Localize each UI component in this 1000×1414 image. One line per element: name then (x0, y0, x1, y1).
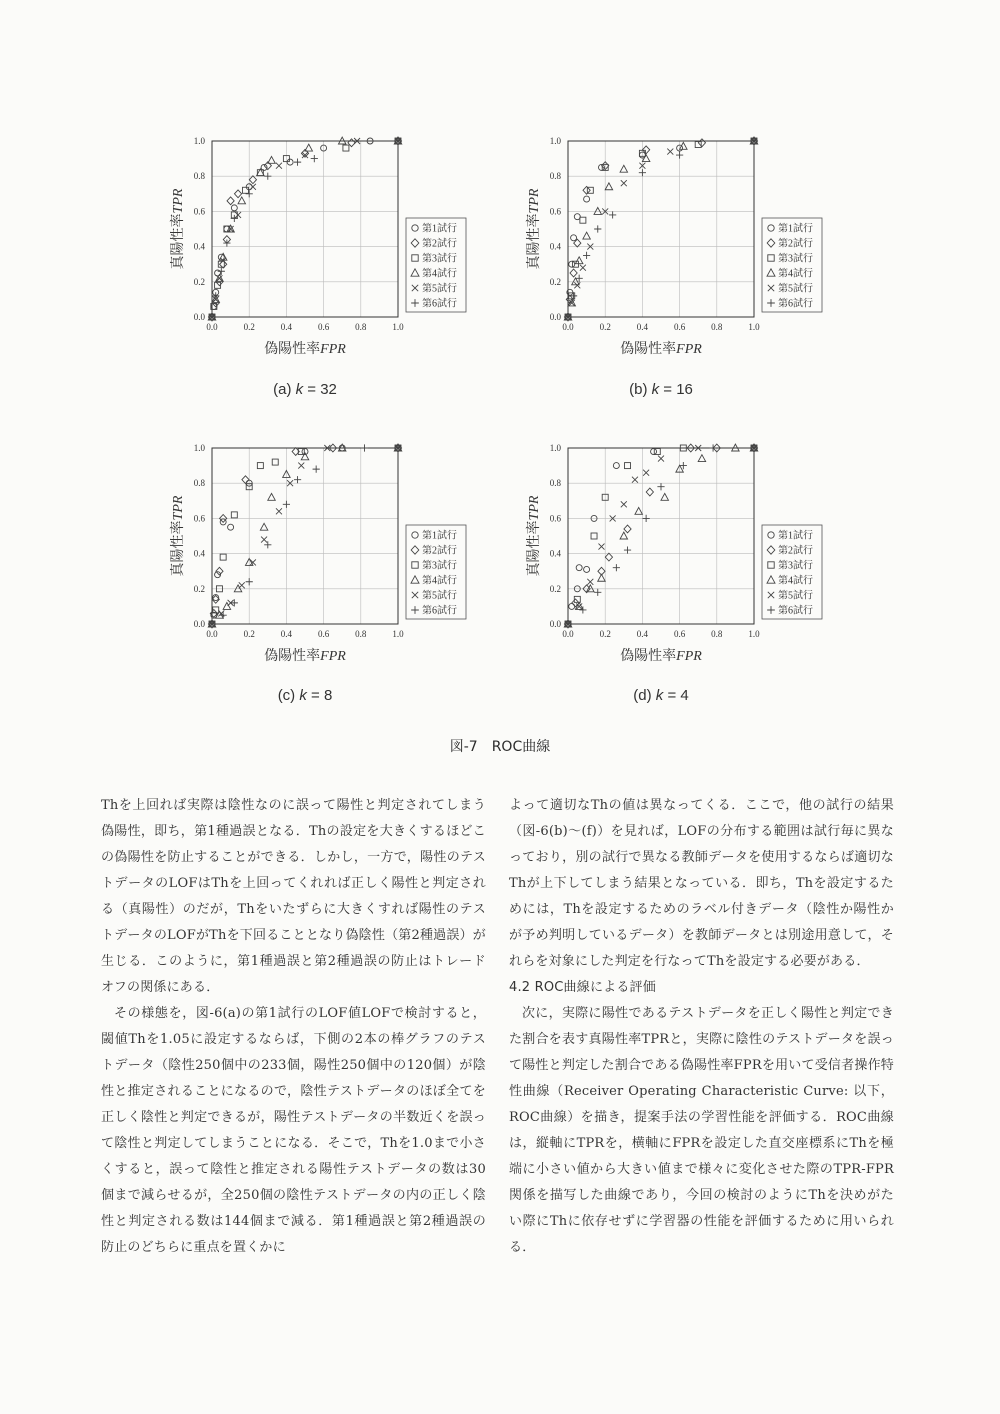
x-tick-label: 0.6 (673, 629, 686, 639)
x-tick-label: 0.8 (355, 322, 367, 332)
y-axis-label: 真陽性率TPR (171, 188, 186, 270)
legend-label: 第5試行 (422, 283, 457, 295)
y-tick-label: 0.2 (193, 276, 205, 287)
data-point (361, 444, 368, 451)
legend-label: 第6試行 (778, 298, 813, 310)
data-point (698, 455, 706, 462)
y-tick-label: 0.4 (193, 241, 205, 252)
data-point (574, 282, 580, 288)
data-point (658, 456, 664, 462)
data-point (580, 265, 586, 271)
data-point (220, 258, 226, 264)
x-tick-label: 0.8 (711, 322, 723, 332)
data-point (257, 463, 263, 469)
data-point (231, 599, 238, 606)
legend-label: 第6試行 (422, 605, 457, 617)
data-point (287, 159, 293, 165)
data-point (249, 176, 256, 184)
legend-label: 第3試行 (778, 253, 813, 265)
data-point (584, 566, 590, 572)
data-point (632, 477, 638, 483)
data-point (594, 589, 601, 596)
data-point (643, 515, 650, 522)
roc-chart-c (160, 432, 480, 677)
legend-label: 第1試行 (422, 530, 457, 542)
paragraph: 次に，実際に陽性であるテストデータを正しく陽性と判定できた割合を表す真陽性率TPRと，実際に陰性のテストデータを誤って陽性と判定した割合である偽陽性率FPRを用いて受信者操作特性曲線（Receiver Operating Characteristic Curve: 以下，ROC曲線）を描き，提案手法の学習性能を評価する．ROC曲線は，縦軸にTPRを，横軸にFPRを設定した直交座標系にThを極端に小さい値から大きい値まで様々に変化させた際のTPR-FPR関係を描写した曲線であり，今回の検討のようにThを決めがたい際にThに依存せずに学習器の性能を評価するために用いられる． (509, 1006, 894, 1255)
y-tick-label: 0.6 (549, 206, 561, 217)
legend-label: 第6試行 (422, 298, 457, 310)
y-tick-label: 0.6 (193, 206, 205, 217)
data-point (635, 507, 643, 514)
data-point (234, 190, 241, 198)
x-tick-label: 0.6 (673, 322, 686, 332)
y-tick-label: 0.8 (193, 478, 205, 489)
data-point (613, 463, 619, 469)
data-point (311, 155, 318, 162)
paragraph: Thを上回れば実際は陰性なのに誤って陽性と判定されてしまう偽陽性，即ち，第1種過誤となる．Thの設定を大きくするほどこの偽陽性を防止することができる．しかし，一方で，陽性のテストデータのLOFはThを上回ってくれれば正しく陽性と判定される（真陽性）のだが，Thをいたずらに大きくすれば陽性のテストデータのLOFがThを下回ることとなり偽陰性（第2種過誤）が生じる．このように，第1種過誤と第2種過誤の防止はトレードオフの関係にある． (101, 798, 486, 995)
data-point (605, 553, 612, 561)
paragraph: よって適切なThの値は異なってくる．ここで，他の試行の結果（図-6(b)～(f)）を見れば，LOFの分布する範囲は試行毎に異なっており，別の試行で異なる教師データを使用するならば適切なThが上下してしまう結果となっている．即ち，Thを設定するためには，Thを設定するためのラベル付きデータ（陰性か陽性かが予め判明しているデータ）を教師データとは別途用意して，それらを対象にした判定を行なってThを設定する必要がある． (509, 798, 894, 969)
y-tick-label: 0.0 (549, 312, 561, 322)
data-point (242, 476, 249, 484)
legend-label: 第1試行 (422, 223, 457, 235)
roc-chart-b (516, 125, 836, 370)
paragraph: その様態を，図-6(a)の第1試行のLOF値LOFで検討すると，閾値Thを1.05に設定するならば，下側の2本の棒グラフのテストデータ（陰性250個中の233個，陽性250個中の120個）が陰性と推定されることになるので，陰性テストデータのほぼ全てを正しく陰性と判定できるが，陽性テストデータの半数近くを誤って陰性と判定してしまうことになる．そこで，Thを1.0まで小さくすると，誤って陰性と推定される陽性テストデータの数は30個まで減らせるが，全250個の陰性テストデータの内の正しく陰性と判定される数は144個まで減る．第1種過誤と第2種過誤の防止のどちらに重点を置くかに (101, 1006, 486, 1255)
body-column-left (101, 793, 486, 1261)
data-point (294, 159, 301, 166)
x-tick-label: 0.6 (317, 629, 330, 639)
data-point (231, 512, 237, 518)
data-point (583, 252, 590, 259)
y-tick-label: 0.8 (549, 171, 561, 182)
x-tick-label: 0.0 (562, 322, 574, 332)
data-point (620, 165, 628, 172)
data-point (250, 184, 256, 190)
y-tick-label: 0.2 (193, 583, 205, 594)
data-point (621, 501, 627, 507)
y-axis-label: 真陽性率TPR (527, 188, 542, 270)
data-point (268, 493, 276, 500)
legend-label: 第2試行 (422, 238, 457, 250)
data-point (570, 292, 577, 299)
data-point (680, 142, 688, 149)
data-point (228, 524, 234, 530)
data-point (343, 145, 349, 151)
x-tick-label: 0.8 (355, 629, 367, 639)
data-point (639, 169, 646, 176)
data-point (571, 235, 577, 241)
data-point (651, 449, 657, 455)
data-point (239, 582, 245, 588)
data-point (594, 225, 601, 232)
data-point (246, 578, 253, 585)
x-tick-label: 0.0 (206, 322, 218, 332)
y-tick-label: 0.2 (549, 276, 561, 287)
x-tick-label: 0.0 (206, 629, 218, 639)
plot-frame (212, 448, 398, 624)
legend-label: 第4試行 (422, 575, 457, 587)
data-point (661, 493, 669, 500)
data-point (235, 212, 241, 218)
data-point (698, 139, 705, 147)
data-point (301, 453, 309, 460)
data-point (594, 208, 602, 215)
y-tick-label: 1.0 (193, 136, 205, 146)
legend-label: 第5試行 (778, 283, 813, 295)
legend-label: 第1試行 (778, 223, 813, 235)
x-axis-label: 偽陽性率FPR (264, 342, 346, 357)
x-tick-label: 1.0 (392, 322, 404, 332)
y-tick-label: 0.4 (549, 241, 561, 252)
data-point (624, 525, 631, 533)
plot-frame (568, 448, 754, 624)
x-axis-label: 偽陽性率FPR (620, 342, 702, 357)
data-point (598, 544, 604, 550)
data-point (294, 476, 301, 483)
data-point (609, 211, 616, 218)
legend-label: 第2試行 (778, 238, 813, 250)
data-point (624, 546, 631, 553)
panel-caption-c: (c) k = 8 (277, 687, 333, 704)
y-tick-label: 0.4 (193, 548, 205, 559)
legend-label: 第6試行 (778, 605, 813, 617)
legend-label: 第5試行 (422, 590, 457, 602)
data-point (276, 508, 282, 514)
legend-label: 第2試行 (422, 545, 457, 557)
data-point (613, 564, 620, 571)
y-tick-label: 1.0 (193, 443, 205, 453)
data-point (242, 187, 248, 193)
roc-chart-d (516, 432, 836, 677)
y-tick-label: 1.0 (549, 443, 561, 453)
body-column-right (509, 793, 894, 1261)
data-point (298, 463, 304, 469)
data-point (587, 579, 593, 585)
legend-label: 第4試行 (778, 575, 813, 587)
y-tick-label: 0.6 (549, 513, 561, 524)
legend-label: 第5試行 (778, 590, 813, 602)
data-point (227, 197, 234, 205)
data-point (283, 501, 290, 508)
legend-label: 第3試行 (422, 560, 457, 572)
y-tick-label: 0.8 (193, 171, 205, 182)
y-tick-label: 0.8 (549, 478, 561, 489)
legend-label: 第3試行 (778, 560, 813, 572)
legend-label: 第1試行 (778, 530, 813, 542)
y-tick-label: 0.2 (549, 583, 561, 594)
legend-label: 第3試行 (422, 253, 457, 265)
legend-label: 第4試行 (422, 268, 457, 280)
panel-caption-d: (d) k = 4 (633, 687, 689, 704)
x-axis-label: 偽陽性率FPR (620, 649, 702, 664)
data-point (216, 567, 223, 575)
data-point (218, 268, 225, 275)
data-point (313, 466, 320, 473)
x-tick-label: 0.2 (243, 322, 255, 332)
x-axis-label: 偽陽性率FPR (264, 649, 346, 664)
data-point (580, 217, 586, 223)
legend-label: 第4試行 (778, 268, 813, 280)
data-point (264, 173, 271, 180)
data-point (220, 554, 226, 560)
data-point (231, 205, 237, 211)
x-tick-label: 0.4 (280, 629, 293, 639)
x-tick-label: 1.0 (748, 322, 760, 332)
x-tick-label: 0.6 (317, 322, 330, 332)
plot-frame (212, 141, 398, 317)
data-point (260, 523, 268, 530)
panel-caption-a: (a) k = 32 (273, 381, 337, 398)
x-tick-label: 0.4 (636, 322, 649, 332)
data-point (264, 541, 271, 548)
y-tick-label: 0.0 (193, 619, 205, 629)
data-point (272, 459, 278, 465)
data-point (576, 565, 582, 571)
data-point (676, 151, 683, 158)
y-axis-label: 真陽性率TPR (171, 495, 186, 577)
data-point (643, 470, 649, 476)
data-point (620, 532, 628, 539)
data-point (625, 463, 631, 469)
data-point (583, 232, 591, 239)
data-point (657, 483, 664, 490)
data-point (261, 537, 267, 543)
data-point (574, 214, 580, 220)
y-tick-label: 0.4 (549, 548, 561, 559)
data-point (569, 261, 575, 267)
data-point (584, 196, 590, 202)
data-point (646, 488, 653, 496)
data-point (276, 163, 282, 169)
x-tick-label: 0.2 (243, 629, 255, 639)
y-tick-label: 1.0 (549, 136, 561, 146)
panel-caption-b: (b) k = 16 (629, 381, 693, 398)
data-point (605, 183, 613, 190)
y-tick-label: 0.6 (193, 513, 205, 524)
x-tick-label: 0.2 (599, 629, 611, 639)
x-tick-label: 0.8 (711, 629, 723, 639)
data-point (570, 269, 577, 277)
x-tick-label: 0.4 (280, 322, 293, 332)
y-axis-label: 真陽性率TPR (527, 495, 542, 577)
data-point (575, 257, 583, 264)
data-point (667, 149, 673, 155)
data-point (238, 197, 246, 204)
data-point (246, 190, 253, 197)
data-point (621, 180, 627, 186)
data-point (591, 533, 597, 539)
x-tick-label: 0.4 (636, 629, 649, 639)
legend-label: 第2試行 (778, 545, 813, 557)
section-heading: 4.2 ROC曲線による評価 (509, 980, 656, 995)
data-point (569, 603, 575, 609)
x-tick-label: 0.0 (562, 629, 574, 639)
x-tick-label: 1.0 (392, 629, 404, 639)
y-tick-label: 0.0 (193, 312, 205, 322)
x-tick-label: 1.0 (748, 629, 760, 639)
x-tick-label: 0.2 (599, 322, 611, 332)
roc-chart-a (160, 125, 480, 370)
y-tick-label: 0.0 (549, 619, 561, 629)
figure-title: 図-7 ROC曲線 (449, 739, 551, 755)
